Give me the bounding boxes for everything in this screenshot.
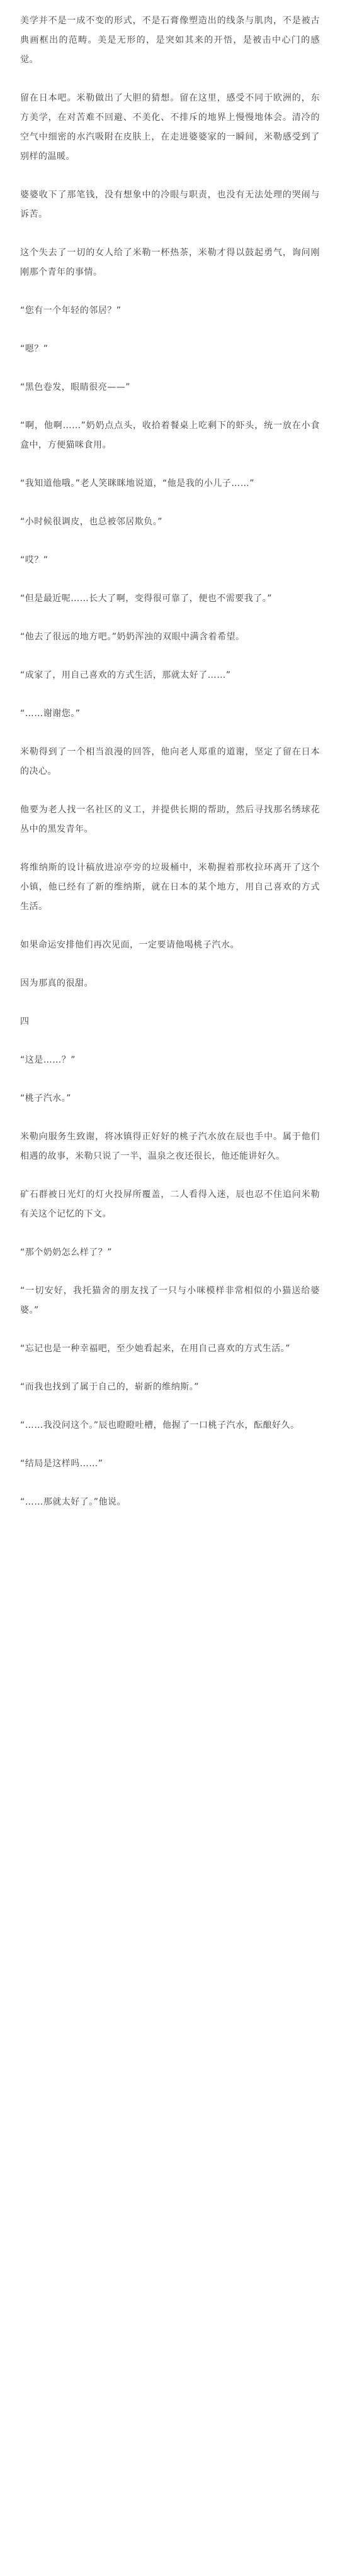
paragraph: “……谢谢您。” — [20, 709, 81, 719]
paragraph: “您有一个年轻的邻居？” — [20, 306, 122, 316]
paragraph: 这个失去了一切的女人给了米勒一杯热茶，米勒才得以鼓起勇气，询问刚刚那个青年的事情。 — [20, 248, 320, 277]
paragraph: 婆婆收下了那笔钱，没有想象中的冷眼与职责，也没有无法处理的哭闹与诉苦。 — [20, 190, 320, 219]
paragraph: “……那就太好了。”他说。 — [20, 1497, 127, 1507]
paragraph: 因为那真的很甜。 — [20, 978, 93, 988]
paragraph: “那个奶奶怎么样了？” — [20, 1247, 113, 1258]
paragraph: “他去了很远的地方吧。”奶奶浑浊的双眼中满含着希望。 — [20, 632, 245, 642]
paragraph: “……我没问这个。”辰也瞪瞪吐槽，他握了一口桃子汽水，酝酿好久。 — [20, 1420, 300, 1430]
paragraph: “嗯？” — [20, 344, 48, 354]
paragraph: “桃子汽水。” — [20, 1093, 72, 1103]
paragraph: “黑色卷发，眼睛很亮——” — [20, 382, 131, 392]
paragraph: 米勒得到了一个相当浪漫的回答，他向老人郑重的道谢，坚定了留在日本的决心。 — [20, 747, 320, 777]
paragraph: 留在日本吧。米勒做出了大胆的猜想。留在这里，感受不同于欧洲的，东方美学，在对苦难不回避、不美化、不排斥的地界上慢慢地体会。清冷的空气中细密的水汽吸附在皮肤上，在走进婆婆家的一瞬间，米勒感受到了别样的温暖。 — [20, 93, 320, 162]
paragraph: “结局是这样吗……” — [20, 1459, 103, 1469]
paragraph: “忘记也是一种幸福吧，至少她看起来，在用自己喜欢的方式生活。” — [20, 1344, 291, 1354]
paragraph: “哎？” — [20, 555, 48, 565]
paragraph: “但是最近呢……长大了啊，变得很可靠了，便也不需要我了。” — [20, 594, 273, 604]
paragraph: 米勒向服务生致谢，将冰镇得正好好的桃子汽水放在辰也手中。属于他们相遇的故事，米勒只说了一半，温泉之夜还很长，他还能讲好久。 — [20, 1132, 320, 1161]
paragraph: 他要为老人找一名社区的义工，并提供长期的帮助，然后寻找那名绣球花丛中的黑发青年。 — [20, 805, 320, 834]
paragraph: “我知道他哦。”老人笑眯眯地说道，“他是我的小儿子……” — [20, 478, 255, 489]
paragraph: 矿石群被日光灯的灯火投屏所覆盖，二人看得入迷，辰也忍不住追问米勒有关这个记忆的下文。 — [20, 1190, 320, 1219]
paragraph: “小时候很调皮，也总被邻居欺负。” — [20, 517, 163, 527]
paragraph: “这是……？” — [20, 1055, 76, 1065]
paragraph: 美学并不是一成不变的形式，不是石膏像塑造出的线条与肌肉，不是被古典画框出的范畴。美是无形的，是突如其来的开悟，是被击中心门的感觉。 — [20, 16, 320, 65]
paragraph: 将维纳斯的设计稿放进凉亭旁的垃圾桶中，米勒握着那枚拉环离开了这个小镇，他已经有了新的维纳斯，就在日本的某个地方，用自己喜欢的方式生活。 — [20, 863, 320, 912]
paragraph: “啊，他啊……”奶奶点点头，收拾着餐桌上吃剩下的虾头，统一放在小食盒中，方便猫咪食用。 — [20, 421, 320, 450]
paragraph: “而我也找到了属于自己的，崭新的维纳斯。” — [20, 1382, 200, 1392]
paragraph: 如果命运安排他们再次见面，一定要请他喝桃子汽水。 — [20, 940, 239, 950]
paragraph: “成家了，用自己喜欢的方式生活，那就太好了……” — [20, 670, 231, 680]
paragraph: “一切安好，我托猫舍的朋友找了一只与小咪模样非常相似的小猫送给婆婆。” — [20, 1286, 320, 1315]
section-number: 四 — [20, 1017, 30, 1027]
